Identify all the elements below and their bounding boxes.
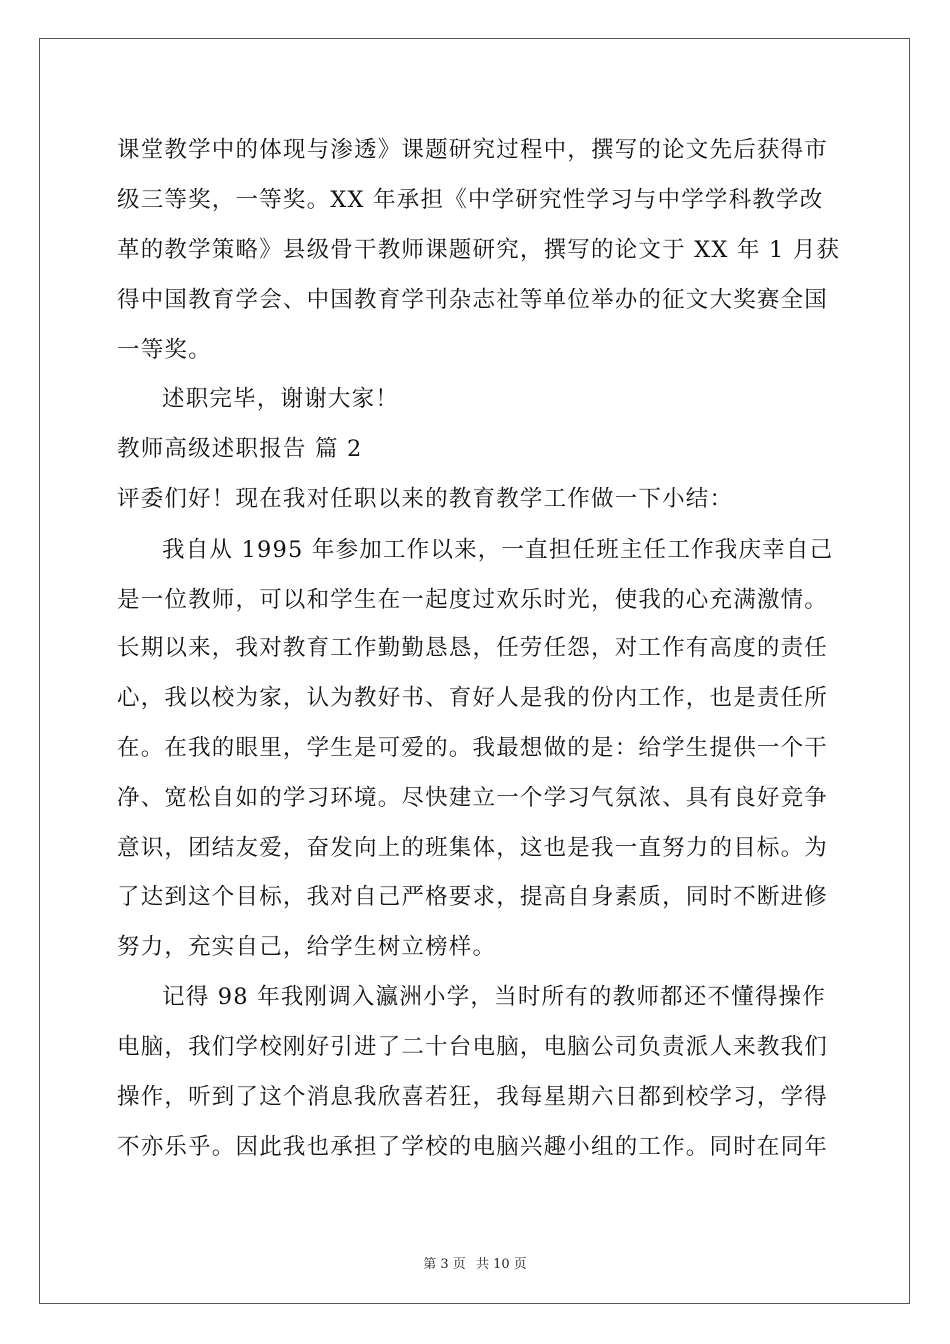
text-line: 心，我以校为家，认为教好书、育好人是我的份内工作，也是责任所	[117, 685, 829, 711]
page-border	[39, 38, 910, 1304]
text-line: 在。在我的眼里，学生是可爱的。我最想做的是：给学生提供一个干	[117, 735, 829, 761]
text-line: 意识，团结友爱，奋发向上的班集体，这也是我一直努力的目标。为	[117, 835, 829, 861]
text-line: 不亦乐乎。因此我也承担了学校的电脑兴趣小组的工作。同时在同年	[117, 1134, 829, 1160]
text-line: 课堂教学中的体现与渗透》课题研究过程中，撰写的论文先后获得市	[117, 137, 829, 163]
text-line: 一等奖。	[117, 337, 212, 363]
text-line: 革的教学策略》县级骨干教师课题研究，撰写的论文于 XX 年 1 月获	[117, 237, 841, 263]
closing-line: 述职完毕，谢谢大家！	[162, 386, 400, 412]
paragraph-start: 我自从 1995 年参加工作以来，一直担任班主任工作我庆幸自己	[162, 537, 834, 563]
text-line: 得中国教育学会、中国教育学刊杂志社等单位举办的征文大奖赛全国	[117, 287, 829, 313]
page-total: 共 10 页	[475, 1257, 527, 1272]
text-line: 了达到这个目标，我对自己严格要求，提高自身素质，同时不断进修	[117, 884, 829, 910]
paragraph-start: 记得 98 年我刚调入瀛洲小学，当时所有的教师都还不懂得操作	[162, 984, 826, 1010]
text-line: 级三等奖，一等奖。XX 年承担《中学研究性学习与中学学科教学改	[117, 187, 824, 213]
text-line: 长期以来，我对教育工作勤勤恳恳，任劳任怨，对工作有高度的责任	[117, 635, 829, 661]
page-footer	[0, 1253, 950, 1272]
text-line: 努力，充实自己，给学生树立榜样。	[117, 934, 497, 960]
greeting-line: 评委们好！现在我对任职以来的教育教学工作做一下小结：	[117, 486, 734, 512]
text-line: 是一位教师，可以和学生在一起度过欢乐时光，使我的心充满激情。	[117, 587, 829, 613]
text-line: 净、宽松自如的学习环境。尽快建立一个学习气氛浓、具有良好竞争	[117, 785, 829, 811]
page-number: 第 3 页	[423, 1257, 466, 1272]
section-heading: 教师高级述职报告 篇 2	[117, 436, 363, 462]
text-line: 操作，听到了这个消息我欣喜若狂，我每星期六日都到校学习，学得	[117, 1084, 829, 1110]
text-line: 电脑，我们学校刚好引进了二十台电脑，电脑公司负责派人来教我们	[117, 1034, 829, 1060]
